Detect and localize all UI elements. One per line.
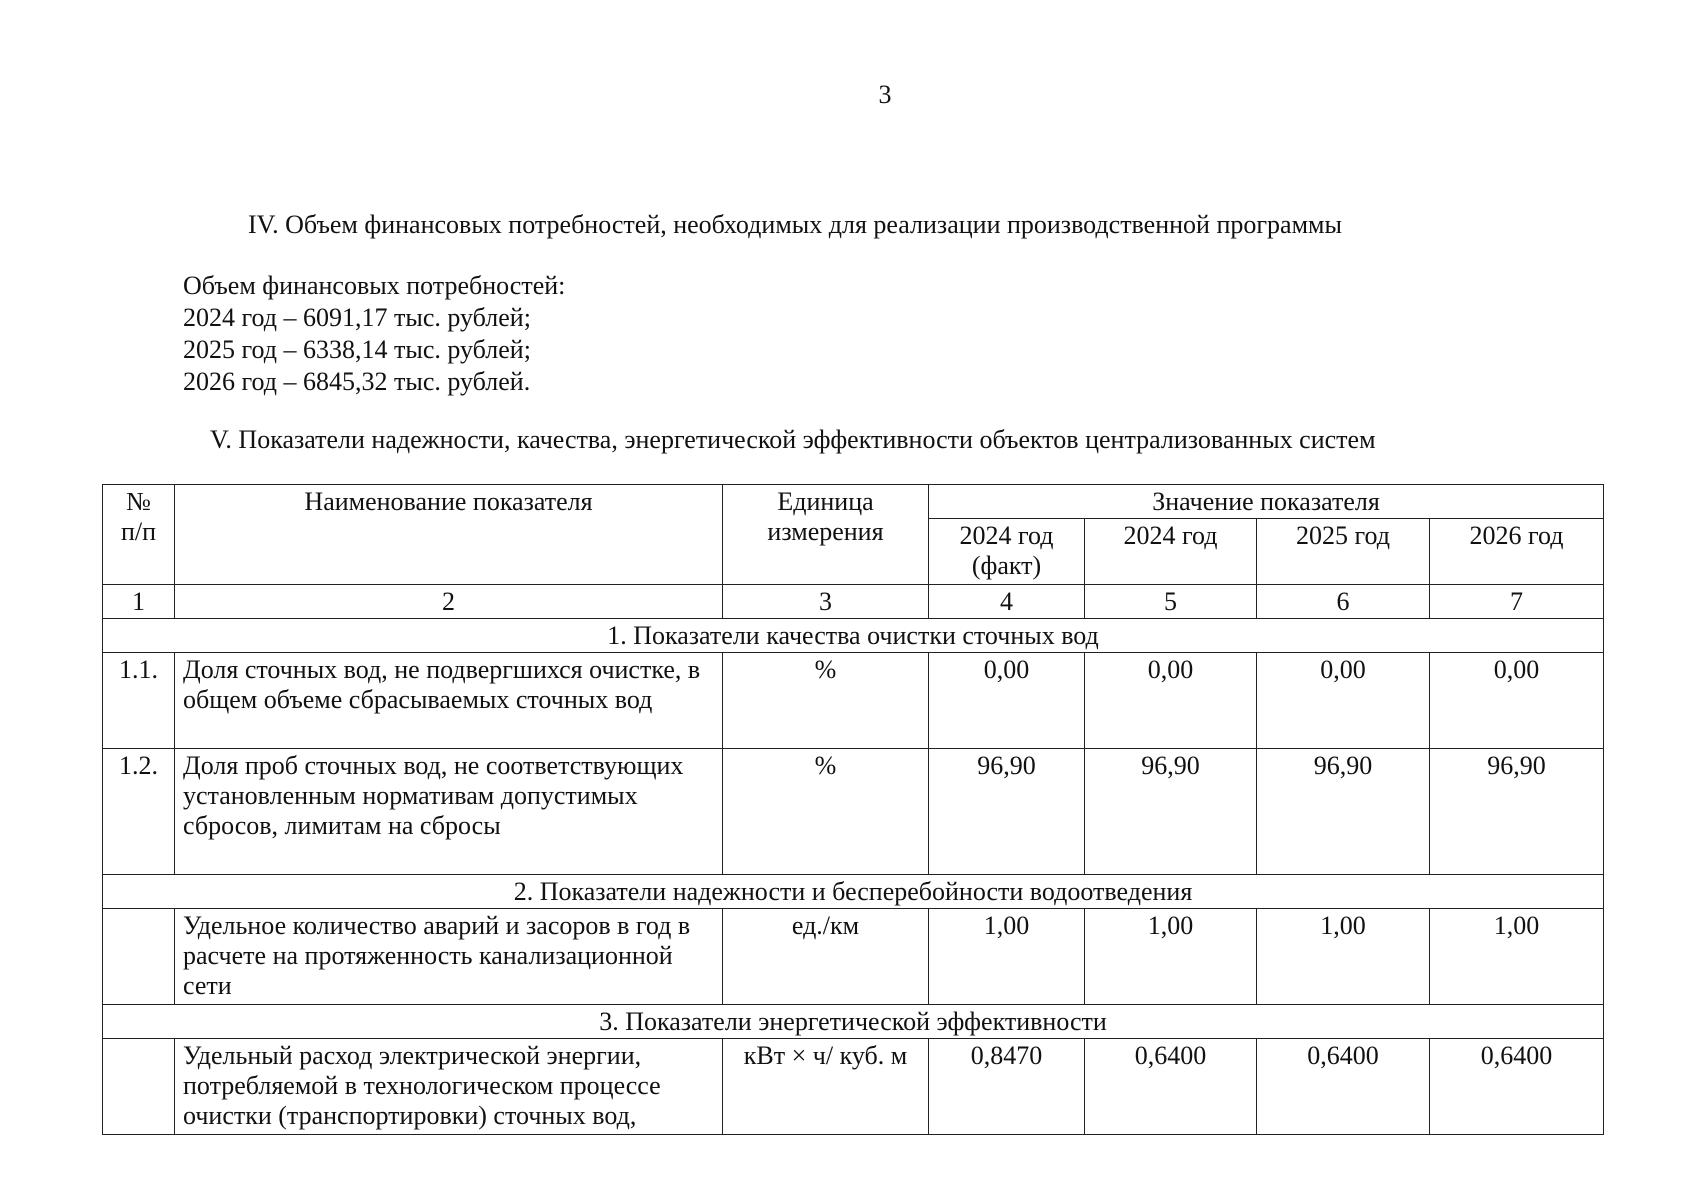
financial-needs-block: [183, 270, 565, 398]
row-num: 1.1.: [103, 653, 175, 749]
section-title: 2. Показатели надежности и бесперебойности водоотведения: [103, 875, 1604, 909]
row-name: Удельный расход электрической энергии, потребляемой в технологическом процессе очистки (транспортировки) сточных вод,: [175, 1039, 723, 1135]
indicators-table: [102, 484, 1604, 1135]
row-value: 0,00: [1257, 653, 1430, 749]
header-num: № п/п: [103, 485, 175, 585]
row-value: 1,00: [929, 909, 1085, 1005]
header-value-group: Значение показателя: [929, 485, 1604, 519]
column-numbers-row: [103, 585, 1604, 619]
row-name: Удельное количество аварий и засоров в год в расчете на протяженность канализационной сети: [175, 909, 723, 1005]
page-number: 3: [878, 80, 892, 109]
header-year-2025: 2025 год: [1257, 519, 1430, 585]
financial-needs-2025: 2025 год – 6338,14 тыс. рублей;: [183, 335, 531, 364]
row-value: 96,90: [929, 749, 1085, 875]
column-number: 2: [175, 585, 723, 619]
row-name: Доля сточных вод, не подвергшихся очистке, в общем объеме сбрасываемых сточных вод: [175, 653, 723, 749]
column-number: 3: [723, 585, 929, 619]
section-title: 3. Показатели энергетической эффективности: [103, 1005, 1604, 1039]
section-4-title: IV. Объем финансовых потребностей, необходимых для реализации производственной программы: [248, 210, 1342, 239]
financial-needs-heading: Объем финансовых потребностей:: [183, 271, 566, 300]
row-value: 0,00: [929, 653, 1085, 749]
row-value: 1,00: [1257, 909, 1430, 1005]
section-row: [103, 1005, 1604, 1039]
row-unit: %: [723, 653, 929, 749]
header-year-2024: 2024 год: [1085, 519, 1257, 585]
row-value: 0,00: [1430, 653, 1604, 749]
header-year-2024-fact: 2024 год (факт): [929, 519, 1085, 585]
row-value: 96,90: [1085, 749, 1257, 875]
column-number: 5: [1085, 585, 1257, 619]
row-value: 96,90: [1257, 749, 1430, 875]
row-value: 1,00: [1085, 909, 1257, 1005]
table-row: [103, 653, 1604, 749]
row-value: 0,6400: [1430, 1039, 1604, 1135]
row-name: Доля проб сточных вод, не соответствующих установленным нормативам допустимых сбросов, лимитам на сбросы: [175, 749, 723, 875]
table-row: [103, 909, 1604, 1005]
row-num: [103, 1039, 175, 1135]
financial-needs-2024: 2024 год – 6091,17 тыс. рублей;: [183, 303, 531, 332]
row-unit: кВт × ч/ куб. м: [723, 1039, 929, 1135]
row-num: 1.2.: [103, 749, 175, 875]
section-row: [103, 619, 1604, 653]
row-value: 0,6400: [1257, 1039, 1430, 1135]
row-value: 1,00: [1430, 909, 1604, 1005]
header-name: Наименование показателя: [175, 485, 723, 585]
section-5-title: V. Показатели надежности, качества, энергетической эффективности объектов централизованных систем: [210, 425, 1376, 454]
row-value: 96,90: [1430, 749, 1604, 875]
column-number: 1: [103, 585, 175, 619]
row-unit: ед./км: [723, 909, 929, 1005]
table-row: [103, 1039, 1604, 1135]
column-number: 7: [1430, 585, 1604, 619]
row-value: 0,8470: [929, 1039, 1085, 1135]
section-row: [103, 875, 1604, 909]
row-num: [103, 909, 175, 1005]
table-header-row-1: [103, 485, 1604, 519]
row-value: 0,6400: [1085, 1039, 1257, 1135]
column-number: 4: [929, 585, 1085, 619]
section-title: 1. Показатели качества очистки сточных вод: [103, 619, 1604, 653]
row-unit: %: [723, 749, 929, 875]
row-value: 0,00: [1085, 653, 1257, 749]
table-row: [103, 749, 1604, 875]
financial-needs-2026: 2026 год – 6845,32 тыс. рублей.: [183, 367, 531, 396]
header-year-2026: 2026 год: [1430, 519, 1604, 585]
column-number: 6: [1257, 585, 1430, 619]
header-unit: Единица измерения: [723, 485, 929, 585]
